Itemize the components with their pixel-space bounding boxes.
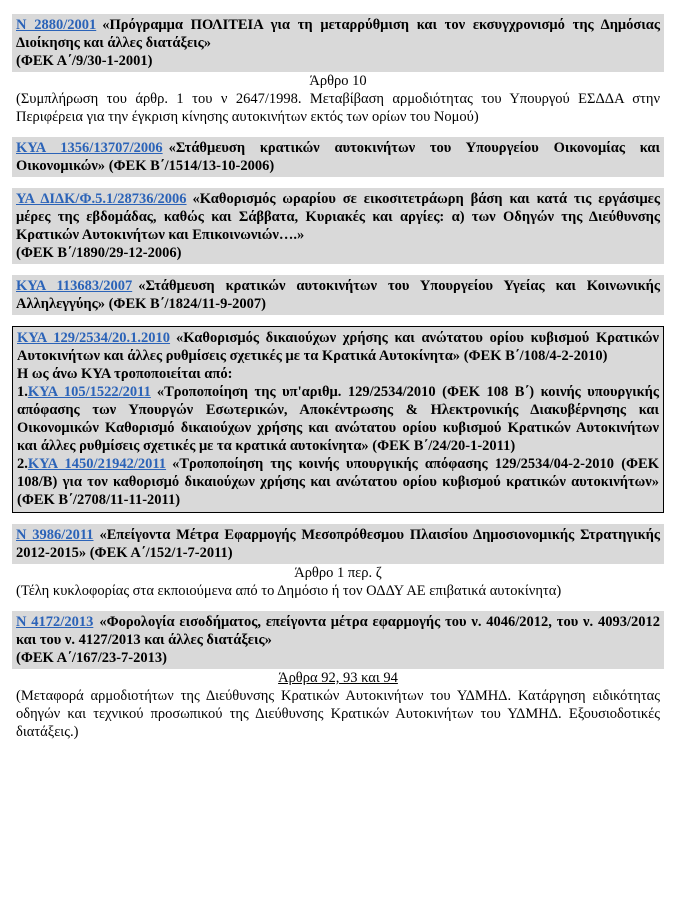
law-link-didk-28736-2006[interactable]: ΥΑ ΔΙΔΚ/Φ.5.1/28736/2006 [16, 191, 187, 207]
article-note: (Τέλη κυκλοφορίας στα εκποιούμενα από το Δημόσιο ή τον ΟΔΔΥ ΑΕ επιβατικά αυτοκίνητα) [16, 583, 562, 599]
law-header-129-2534-2010 [12, 326, 664, 513]
law-fek: (ΦΕΚ Α΄/167/23-7-2013) [16, 650, 167, 666]
law-fek: (ΦΕΚ Β΄/1514/13-10-2006) [108, 158, 275, 174]
law-fek: (ΦΕΚ Β΄/108/4-2-2010) [463, 348, 608, 364]
law-link-4172-2013[interactable]: N 4172/2013 [16, 614, 94, 630]
law-link-3986-2011[interactable]: N 3986/2011 [16, 527, 94, 543]
law-fek: (ΦΕΚ Β΄/1824/11-9-2007) [108, 296, 267, 312]
law-title: «Στάθμευση κρατικών αυτοκινήτων του Υπουργείου Υγείας και Κοινωνικής Αλληλεγγύης» [16, 278, 660, 312]
article-ref: Άρθρα 92, 93 και 94 [278, 670, 398, 686]
legislation-page [12, 14, 664, 741]
amendment-title: «Τροποποίηση της υπ'αριθμ. 129/2534/2010 (ΦΕΚ 108 Β΄) κοινής υπουργικής απόφασης των Υπουργών Εσωτερικών, Αποκέντρωσης & Ηλεκτρονικής Διακυβέρνησης και Οικονομικών Καθορισμό δικαιούχων χρήσης και ανώτατου ορίου κυβισμού Κρατικών Αυτοκινήτων και άλλες ρυθμίσεις σχετικές με τα κρατικά αυτοκίνητα» [17, 384, 659, 454]
article-ref: Άρθρο 10 [309, 73, 367, 89]
article-ref: Άρθρο 1 περ. ζ [294, 565, 382, 581]
law-fek: (ΦΕΚ Β΄/1890/29-12-2006) [16, 245, 182, 261]
amendment-number: 1. [17, 384, 28, 400]
law-link-113683-2007[interactable]: ΚΥΑ 113683/2007 [16, 278, 133, 294]
law-header-1356-13707-2006 [12, 137, 664, 177]
law-header-2880-2001 [12, 14, 664, 72]
amendment-fek: (ΦΕΚ Β΄/2708/11-11-2011) [17, 492, 181, 508]
amendment-number: 2. [17, 456, 28, 472]
law-link-1356-13707-2006[interactable]: ΚΥΑ 1356/13707/2006 [16, 140, 163, 156]
law-title: «Φορολογία εισοδήματος, επείγοντα μέτρα εφαρμογής του ν. 4046/2012, του ν. 4093/2012 και του ν. 4127/2013 και άλλες διατάξεις» [16, 614, 660, 648]
law-title: «Επείγοντα Μέτρα Εφαρμογής Μεσοπρόθεσμου Πλαισίου Δημοσιονομικής Στρατηγικής 2012-2015» [16, 527, 660, 561]
amendment-link-105-1522-2011[interactable]: ΚΥΑ 105/1522/2011 [27, 384, 151, 400]
article-note: (Συμπλήρωση του άρθρ. 1 του ν 2647/1998. Μεταβίβαση αρμοδιότητας του Υπουργού ΕΣΔΔΑ στην Περιφέρεια για την έγκριση κίνησης αυτοκινήτων εκτός των ορίων του Νομού) [16, 91, 660, 125]
law-link-129-2534-2010[interactable]: ΚΥΑ 129/2534/20.1.2010 [17, 330, 171, 346]
amended-intro: Η ως άνω ΚΥΑ τροποποιείται από: [17, 366, 233, 382]
law-fek: (ΦΕΚ Α΄/9/30-1-2001) [16, 53, 153, 69]
law-header-3986-2011 [12, 524, 664, 564]
amendment-link-1450-21942-2011[interactable]: ΚΥΑ 1450/21942/2011 [27, 456, 167, 472]
law-header-4172-2013 [12, 611, 664, 669]
law-title: «Πρόγραμμα ΠΟΛΙΤΕΙΑ για τη μεταρρύθμιση και τον εκσυγχρονισμό της Δημόσιας Διοίκησης και άλλες διατάξεις» [16, 17, 660, 51]
law-link-2880-2001[interactable]: N 2880/2001 [16, 17, 97, 33]
law-title: «Στάθμευση κρατικών αυτοκινήτων του Υπουργείου Οικονομίας και Οικονομικών» [16, 140, 660, 174]
law-title: «Καθορισμός δικαιούχων χρήσης και ανώτατου ορίου κυβισμού Κρατικών Αυτοκινήτων και άλλες ρυθμίσεις σχετικές με τα Κρατικά Αυτοκίνητα» [17, 330, 659, 364]
law-fek: (ΦΕΚ Α΄/152/1-7-2011) [89, 545, 233, 561]
law-header-113683-2007 [12, 275, 664, 315]
law-title: «Καθορισμός ωραρίου σε εικοσιτετράωρη βάση και κατά τις εργάσιμες μέρες της εβδομάδας, καθώς και Σάββατα, Κυριακές και αργίες: α) των Οδηγών της Διεύθυνσης Κρατικών Αυτοκινήτων και Επικοινωνιών….» [16, 191, 660, 243]
law-header-didk-28736-2006 [12, 188, 664, 264]
amendment-fek: (ΦΕΚ Β΄/24/20-1-2011) [372, 438, 516, 454]
article-note: (Μεταφορά αρμοδιοτήτων της Διεύθυνσης Κρατικών Αυτοκινήτων του ΥΔΜΗΔ. Κατάργηση ειδικότητας οδηγών και τεχνικού προσωπικού της Διεύθυνσης Κρατικών Αυτοκινήτων του ΥΔΜΗΔ. Εξουσιοδοτικές διατάξεις.) [16, 688, 660, 740]
amendment-title: «Τροποποίηση της κοινής υπουργικής απόφασης 129/2534/04-2-2010 (ΦΕΚ 108/Β) για τον καθορισμό δικαιούχων χρήσης και ανώτατου ορίου κυβισμού κρατικών αυτοκινήτων» [17, 456, 659, 490]
